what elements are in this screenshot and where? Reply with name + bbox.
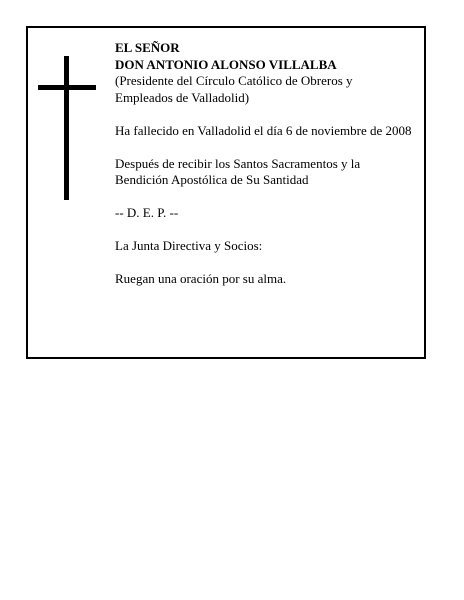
deceased-affiliation: (Presidente del Círculo Católico de Obreros y Empleados de Valladolid) xyxy=(115,73,353,105)
death-statement: Ha fallecido en Valladolid el día 6 de noviembre de 2008 xyxy=(115,122,412,138)
deceased-name: DON ANTONIO ALONSO VILLALBA xyxy=(115,56,337,72)
notice-title: EL SEÑOR xyxy=(115,40,180,55)
notice-text xyxy=(115,40,413,288)
prayer-request: Ruegan una oración por su alma. xyxy=(115,271,287,286)
cross-horizontal-bar xyxy=(38,85,96,90)
obituary-notice xyxy=(26,26,426,359)
cross-vertical-bar xyxy=(64,56,69,200)
sacraments-statement: Después de recibir los Santos Sacramentos y la Bendición Apostólica de Su Santidad xyxy=(115,155,361,187)
mourners: La Junta Directiva y Socios: xyxy=(115,238,263,253)
cross-icon xyxy=(38,56,98,200)
rest-in-peace: -- D. E. P. -- xyxy=(115,205,179,220)
